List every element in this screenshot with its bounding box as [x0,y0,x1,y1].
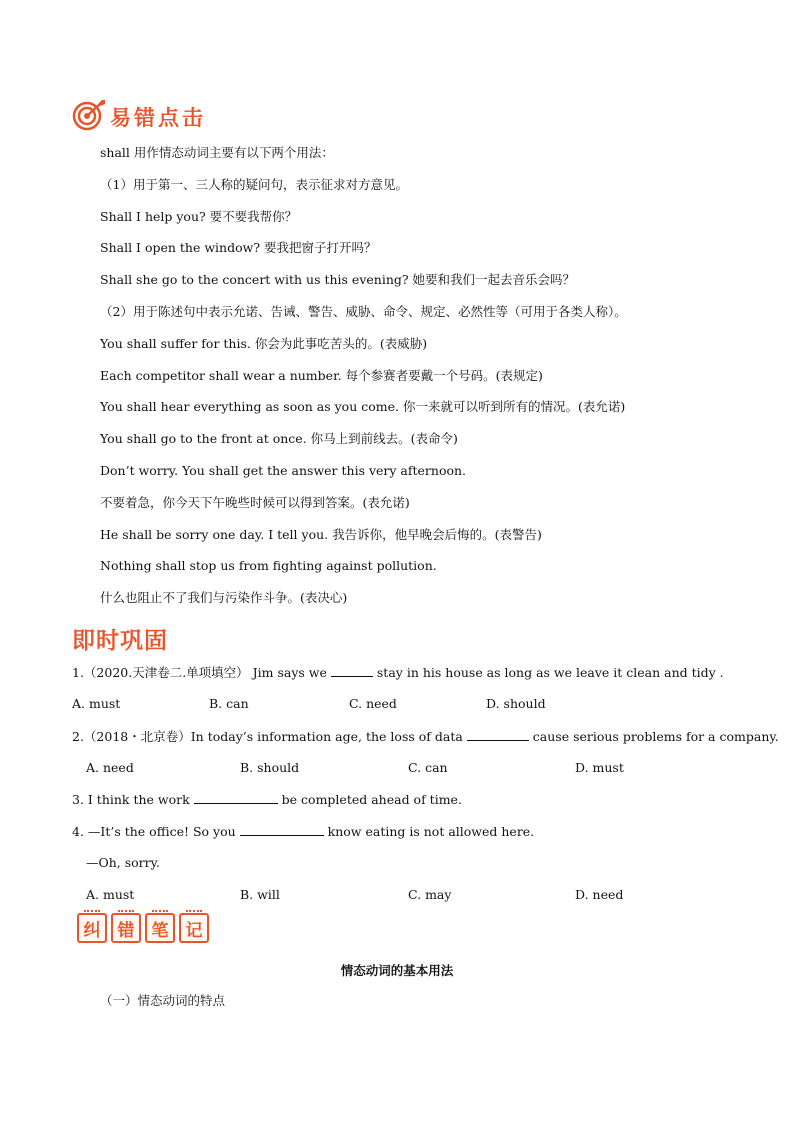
question-2 [72,727,779,746]
q1-prefix: 1.（2020.天津卷二.单项填空） Jim says we [72,665,327,680]
q4-blank[interactable] [240,822,324,836]
q4-option-b[interactable]: B. will [240,887,280,902]
q3-suffix: be completed ahead of time. [281,792,462,807]
section1-title: 易错点击 [110,106,206,130]
q1-option-d[interactable]: D. should [486,696,546,711]
text-line: You shall suffer for this. 你会为此事吃苦头的。(表威胁) [100,336,428,351]
section3-subheading: （一）情态动词的特点 [100,993,226,1008]
question-1 [72,663,724,682]
text-line: 什么也阻止不了我们与污染作斗争。(表决心) [100,590,348,605]
q2-suffix: cause serious problems for a company. [532,729,779,744]
text-line: 不要着急，你今天下午晚些时候可以得到答案。(表允诺) [100,495,410,510]
q1-option-c[interactable]: C. need [349,696,397,711]
q2-prefix: 2.（2018・北京卷）In today’s information age, the loss of data [72,729,463,744]
text-line: Don’t worry. You shall get the answer this very afternoon. [100,463,467,478]
section3-title: 情态动词的基本用法 [340,963,454,978]
q2-blank[interactable] [467,727,529,741]
note-box: 笔 [145,913,175,943]
q1-option-b[interactable]: B. can [209,696,249,711]
note-box: 记 [179,913,209,943]
text-line: Shall I help you? 要不要我帮你？ [100,209,298,224]
text-line: Nothing shall stop us from fighting against pollution. [100,558,437,573]
note-box: 错 [111,913,141,943]
text-line: shall 用作情态动词主要有以下两个用法： [100,145,334,160]
section2-title: 即时巩固 [72,628,168,654]
text-line: You shall go to the front at once. 你马上到前线去。(表命令) [100,431,458,446]
error-notes-banner [77,913,209,943]
question-4 [72,822,534,841]
q1-suffix: stay in his house as long as we leave it clean and tidy . [376,665,724,680]
error-prone-banner [72,99,206,135]
q2-option-a[interactable]: A. need [86,760,134,775]
q4-prefix: 4. —It’s the office! So you [72,824,236,839]
text-line: Shall I open the window? 要我把窗子打开吗？ [100,240,377,255]
q2-option-d[interactable]: D. must [575,760,624,775]
q4-option-d[interactable]: D. need [575,887,624,902]
q2-option-c[interactable]: C. can [408,760,448,775]
text-line: （2）用于陈述句中表示允诺、告诫、警告、威胁、命令、规定、必然性等（可用于各类人称）。 [100,304,627,319]
question-3 [72,790,462,809]
text-line: You shall hear everything as soon as you come. 你一来就可以听到所有的情况。(表允诺) [100,399,626,414]
target-icon [72,99,106,135]
q2-option-b[interactable]: B. should [240,760,300,775]
q3-blank[interactable] [194,790,278,804]
q3-prefix: 3. I think the work [72,792,190,807]
q4-option-c[interactable]: C. may [408,887,452,902]
text-line: He shall be sorry one day. I tell you. 我告诉你，他早晚会后悔的。(表警告) [100,527,542,542]
note-box: 纠 [77,913,107,943]
q1-options [72,695,772,713]
q1-blank[interactable] [331,663,373,677]
q4-options [86,886,786,904]
text-line: Shall she go to the concert with us this evening? 她要和我们一起去音乐会吗？ [100,272,576,287]
text-line: （1）用于第一、三人称的疑问句，表示征求对方意见。 [100,177,408,192]
q4-reply: —Oh, sorry. [86,855,161,870]
text-line: Each competitor shall wear a number. 每个参赛者要戴一个号码。(表规定) [100,368,543,383]
q4-option-a[interactable]: A. must [86,887,135,902]
q1-option-a[interactable]: A. must [72,696,121,711]
practice-banner [72,622,168,655]
q2-options [86,759,786,777]
q4-suffix: know eating is not allowed here. [327,824,535,839]
